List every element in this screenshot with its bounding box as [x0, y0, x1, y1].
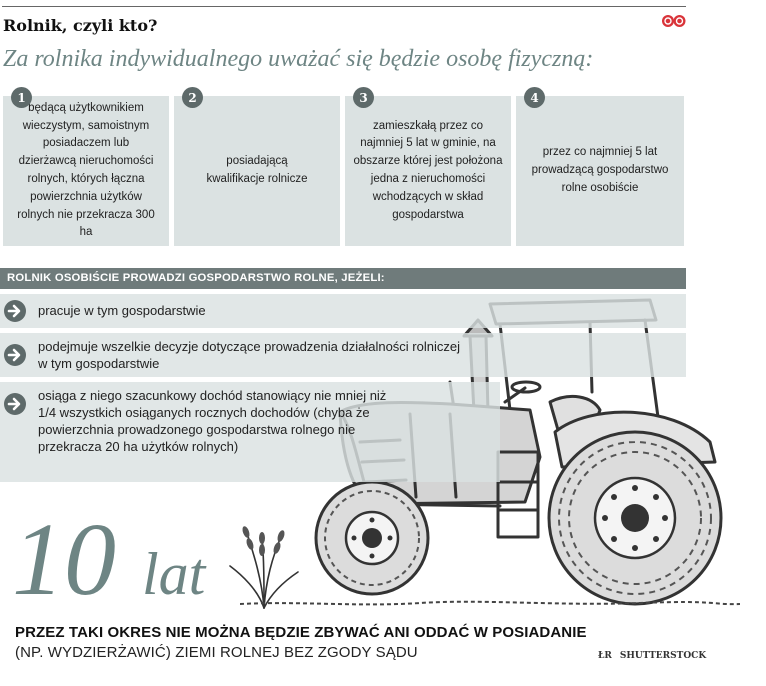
- wheat-icon: [224, 520, 304, 610]
- highlight-unit: lat: [142, 541, 206, 607]
- list-item-2: [0, 333, 686, 377]
- list-item-3: [0, 382, 500, 482]
- condition-text: posiadającą kwalifikacje rolnicze: [206, 155, 308, 185]
- ground-line: [240, 598, 740, 610]
- condition-number-badge: 3: [353, 87, 374, 108]
- condition-text: będącą użytkownikiem wieczystym, samoistnym posiadaczem lub dzierżawcą nieruchomości rolnych, których łączna powierzchnia użytków rolnych nie przekracza 300 ha: [17, 101, 155, 239]
- condition-number-badge: 2: [182, 87, 203, 108]
- list-item-text: podejmuje wszelkie decyzje dotyczące prowadzenia działalności rolniczej w tym gospodarstwie: [38, 339, 460, 371]
- condition-text: przez co najmniej 5 lat prowadzącą gospodarstwo rolne osobiście: [531, 146, 669, 194]
- author-initials: ŁR: [598, 651, 612, 661]
- condition-number-badge: 4: [524, 87, 545, 108]
- top-rule: [2, 6, 686, 7]
- gp-logo-icon: [662, 14, 686, 28]
- list-item-text: osiąga z niego szacunkowy dochód stanowiący nie mniej niż 1/4 wszystkich osiąganych rocznych dochodów (chyba że powierzchnia prowadzonego gospodarstwa rolnego nie przekracza 20 ha użytków rolnych): [38, 388, 387, 454]
- highlight-number-value: 10: [12, 502, 116, 617]
- condition-box-2: [174, 90, 340, 246]
- arrow-right-circle-icon: [3, 392, 27, 416]
- arrow-right-circle-icon: [3, 343, 27, 367]
- highlight-caption-bold: PRZEZ TAKI OKRES NIE MOŻNA BĘDZIE ZBYWAĆ ANI ODDAĆ W POSIADANIE: [15, 624, 587, 641]
- condition-number-badge: 1: [11, 87, 32, 108]
- list-item-text: pracuje w tym gospodarstwie: [38, 303, 206, 318]
- list-item-1: [0, 294, 686, 328]
- page-title: Rolnik, czyli kto?: [3, 16, 158, 35]
- highlight-caption: (NP. WYDZIERŻAWIĆ) ZIEMI ROLNEJ BEZ ZGODY SĄDU: [15, 644, 418, 661]
- condition-box-4: [516, 90, 684, 246]
- page-subtitle: Za rolnika indywidualnego uważać się będzie osobę fizyczną:: [3, 46, 594, 72]
- arrow-right-circle-icon: [3, 299, 27, 323]
- image-source: SHUTTERSTOCK: [619, 651, 707, 661]
- credit-line: [598, 651, 706, 661]
- condition-text: zamieszkałą przez co najmniej 5 lat w gminie, na obszarze której jest położona jedna z nieruchomości wchodzących w skład gospodarstwa: [353, 119, 503, 221]
- condition-box-3: [345, 90, 511, 246]
- highlight-number: [12, 502, 206, 617]
- section-header: ROLNIK OSOBIŚCIE PROWADZI GOSPODARSTWO ROLNE, JEŻELI:: [0, 268, 686, 289]
- condition-box-1: [3, 90, 169, 246]
